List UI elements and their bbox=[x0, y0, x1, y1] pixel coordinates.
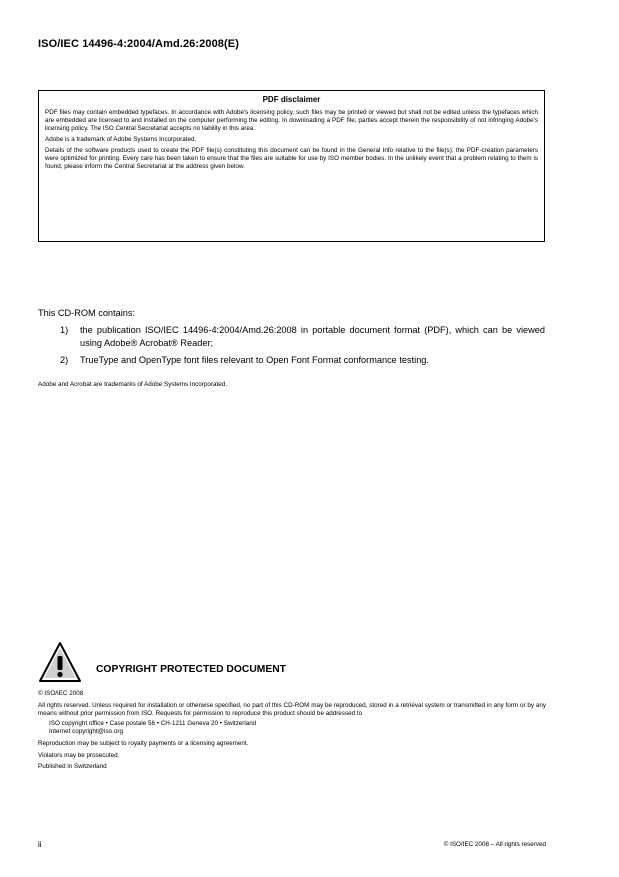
disclaimer-paragraph: Adobe is a trademark of Adobe Systems Incorporated. bbox=[45, 136, 197, 143]
list-item bbox=[60, 324, 545, 349]
list-item-number: 2) bbox=[60, 355, 69, 365]
list-item-number: 1) bbox=[60, 325, 69, 335]
page-number: ii bbox=[38, 840, 42, 849]
rights-text: All rights reserved. Unless required for installation or otherwise specified, no part of this CD-ROM may be reproduced, stored in a retrieval system or transmitted in any form or by any means without prior permission from ISO. Requests for permission to reproduce this product should be addressed to bbox=[38, 701, 546, 718]
list-item-text: TrueType and OpenType font files relevant to Open Font Format conformance testing. bbox=[80, 355, 429, 365]
footer-rights: © ISO/IEC 2008 – All rights reserved bbox=[443, 841, 546, 848]
disclaimer-paragraph: Details of the software products used to create the PDF file(s) constituting this document can be found in the General Info relative to the file(s); the PDF-creation parameters were optimized for printing. Every care has been taken to ensure that the files are suitable for use by ISO member bodies. In the unlikely event that a problem relating to them is found, please inform the Central Secretariat at the address given below. bbox=[45, 147, 538, 170]
copyright-title: COPYRIGHT PROTECTED DOCUMENT bbox=[96, 664, 286, 675]
royalty-note: Reproduction may be subject to royalty payments or a licensing agreement. bbox=[38, 739, 249, 747]
cdrom-contents-list bbox=[60, 324, 545, 372]
document-id-header: ISO/IEC 14496-4:2004/Amd.26:2008(E) bbox=[38, 38, 239, 50]
copyright-rights-section bbox=[38, 690, 546, 775]
pdf-disclaimer-box bbox=[38, 90, 545, 242]
iso-internet: Internet copyright@iso.org bbox=[49, 728, 123, 736]
warning-triangle-icon bbox=[38, 641, 82, 683]
trademark-note: Adobe and Acrobat are trademarks of Adobe Systems Incorporated. bbox=[38, 381, 228, 388]
disclaimer-title: PDF disclaimer bbox=[262, 95, 321, 104]
list-item-text: the publication ISO/IEC 14496-4:2004/Amd.26:2008 in portable document format (PDF), which can be viewed using Adobe® Acrobat® Reader; bbox=[80, 325, 545, 348]
published-note: Published in Switzerland bbox=[38, 763, 107, 771]
iso-address: ISO copyright office • Case postale 56 • CH-1211 Geneva 20 • Switzerland bbox=[49, 719, 257, 727]
violators-note: Violators may be prosecuted. bbox=[38, 751, 120, 759]
list-item bbox=[60, 354, 545, 367]
copyright-notice: © ISO/IEC 2008 bbox=[38, 690, 84, 697]
disclaimer-paragraph: PDF files may contain embedded typefaces. In accordance with Adobe's licensing policy, such files may be printed or viewed but shall not be edited unless the typefaces which are embedded are licensed to and installed on the computer performing the editing. In downloading a PDF file, parties accept therein the responsibility of not infringing Adobe's licensing policy. The ISO Central Secretariat accepts no liability in this area. bbox=[45, 109, 538, 132]
cdrom-intro: This CD-ROM contains: bbox=[38, 308, 135, 318]
